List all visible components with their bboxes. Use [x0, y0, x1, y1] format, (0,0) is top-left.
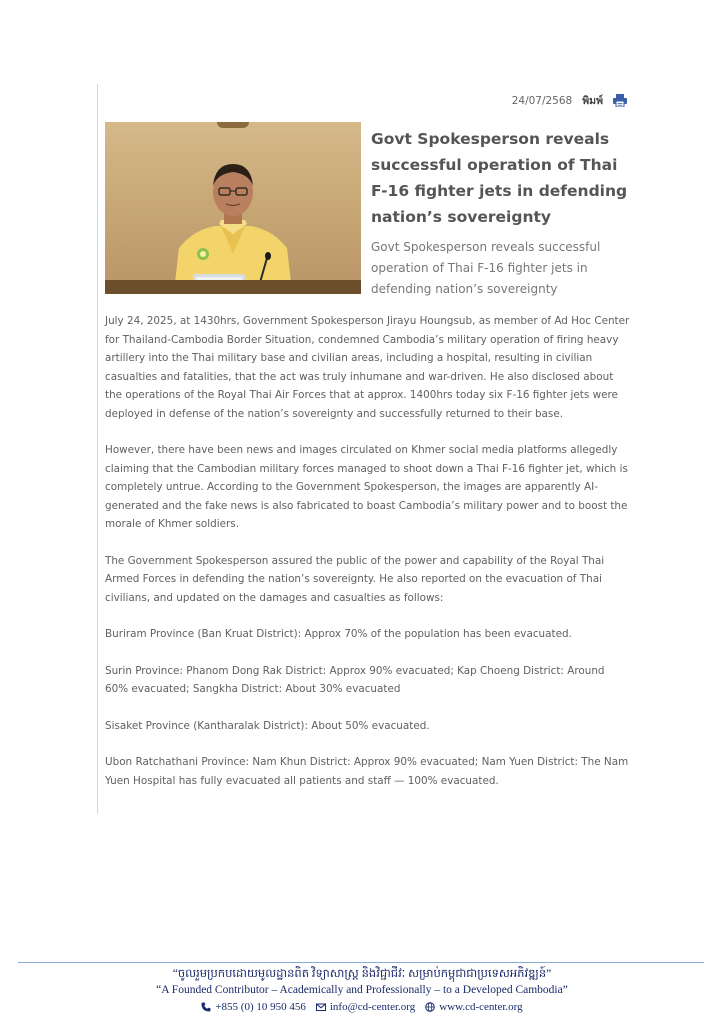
photo-desk [105, 280, 361, 294]
article-paragraph: Ubon Ratchathani Province: Nam Khun District: Approx 90% evacuated; Nam Yuen District: The Nam Yuen Hospital has fully evacuated all patients and staff — 100% evacuated. [105, 756, 629, 787]
article-date: 24/07/2568 [511, 94, 573, 107]
globe-icon [425, 1002, 435, 1012]
article-paragraph: Surin Province: Phanom Dong Rak District: Approx 90% evacuated; Kap Choeng District: Around 60% evacuated; Sangkha District: About 30% evacuated [105, 664, 605, 695]
article-paragraph: However, there have been news and images circulated on Khmer social media platforms allegedly claiming that the Cambodian military forces managed to shoot down a Thai F-16 fighter jet, which is completely untrue. According to the Government Spokesperson, the images are apparently AI-generated and the fake news is also fabricated to boast Cambodia’s military power and to boost the morale of Khmer soldiers. [105, 444, 628, 530]
spokesperson-figure [163, 150, 303, 294]
footer-tagline: “A Founded Contributor – Academically and Professionally – to a Developed Cambodia” [156, 984, 568, 996]
article-container [97, 84, 637, 814]
article-title: Govt Spokesperson reveals successful operation of Thai F-16 fighter jets in defending nation’s sovereignty [371, 130, 628, 226]
mail-icon [316, 1002, 326, 1012]
footer-website-text: www.cd-center.org [439, 1001, 523, 1013]
article-meta-bar [98, 92, 627, 109]
print-link[interactable]: พิมพ์ [582, 95, 603, 107]
phone-icon [201, 1002, 211, 1012]
printer-icon[interactable] [613, 94, 627, 107]
footer-website[interactable] [425, 999, 522, 1015]
article-subtitle: Govt Spokesperson reveals successful operation of Thai F-16 fighter jets in defending nation’s sovereignty [371, 240, 601, 296]
footer-divider [18, 962, 704, 963]
article-body [105, 312, 630, 808]
footer-email-text: info@cd-center.org [329, 1001, 416, 1013]
footer-email[interactable] [316, 999, 415, 1015]
footer-contacts [0, 999, 724, 1015]
article-paragraph: July 24, 2025, at 1430hrs, Government Spokesperson Jirayu Houngsub, as member of Ad Hoc Center for Thailand-Cambodia Border Situation, condemned Cambodia’s military operation of firing heavy artillery into the Thai military base and civilian areas, including a hospital, resulting in civilian casualties and fatalities, that the act was truly inhumane and war-driven. He also disclosed about the operations of the Royal Thai Air Forces that at approx. 1400hrs today six F-16 fighter jets were deployed in defense of the nation’s sovereignty and successfully returned to their base. [105, 315, 630, 420]
article-paragraph: The Government Spokesperson assured the public of the power and capability of the Royal Thai Armed Forces in defending the nation’s sovereignty. He also reported on the evacuation of Thai civilians, and updated on the damages and casualties as follows: [105, 554, 605, 604]
article-paragraph: Buriram Province (Ban Kruat District): Approx 70% of the population has been evacuated. [105, 628, 572, 640]
footer-khmer-motto: “ចូលរួមប្រកបដោយមូលដ្ឋានពិត វិទ្យាសាស្ត្រ និងវិជ្ជាជីវៈ សម្រាប់កម្ពុជាជាប្រទេសអភិវឌ្ឍន៍” [172, 968, 552, 980]
article-paragraph: Sisaket Province (Kantharalak District): About 50% evacuated. [105, 719, 430, 732]
footer-phone-text: +855 (0) 10 950 456 [215, 1001, 306, 1013]
photo-ceiling-lamp [217, 122, 249, 128]
footer-phone[interactable] [201, 999, 306, 1015]
article-photo [105, 122, 361, 294]
page-footer [0, 966, 724, 1015]
